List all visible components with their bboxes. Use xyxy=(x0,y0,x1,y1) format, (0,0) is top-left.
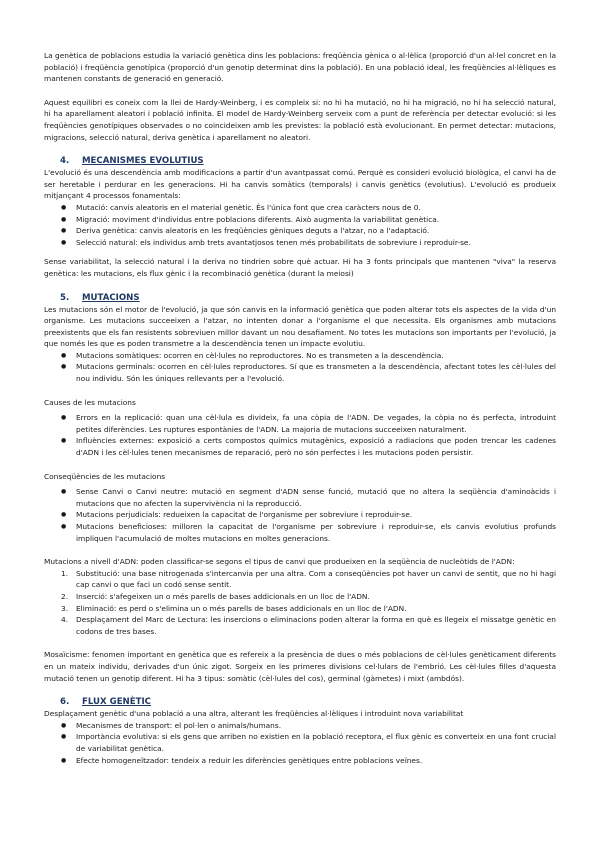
section-4-heading xyxy=(44,155,556,167)
document-page xyxy=(44,50,556,766)
mutation-types-list xyxy=(44,350,556,385)
list-number: 1. xyxy=(61,568,69,578)
section-4-title: MECANISMES EVOLUTIUS xyxy=(82,156,204,167)
list-item: ● Errors en la replicació: quan una cèl·lula es divideix, fa una còpia de l'ADN. De vegades, la còpia no és perfecta, introduint petites diferències. Les ruptures espontànies de l'ADN. La majoria de mutacions succeeixen naturalment. xyxy=(44,412,556,435)
list-item xyxy=(44,603,556,615)
list-item: ● Selecció natural: els individus amb trets avantatjosos tenen més probabilitats de sobreviure i reproduir-se. xyxy=(44,237,556,249)
list-item: ● Mutacions beneficioses: milloren la capacitat de l'organisme per sobreviure i reproduir-se, els canvis evolutius profunds impliquen l'acumulació de moltes mutacions en moltes generacions. xyxy=(44,521,556,544)
consequences-heading: Conseqüències de les mutacions xyxy=(44,471,166,481)
list-item xyxy=(44,614,556,637)
list-item: ● Mutacions somàtiques: ocorren en cèl·lules no reproductores. No es transmeten a la descendència. xyxy=(44,350,556,362)
list-text: Inserció: s'afegeixen un o més parells de bases addicionals en un lloc de l'ADN. xyxy=(76,591,370,601)
list-item xyxy=(44,568,556,591)
list-text: Substitució: una base nitrogenada s'intercanvia per una altra. Com a conseqüències pot haver un canvi de sentit, que no hi hagi cap canvi o que faci un codó sense sentit. xyxy=(76,568,556,590)
intro-paragraph-2: Aquest equilibri es coneix com la llei de Hardy-Weinberg, i es compleix si: no hi ha mutació, no hi ha migració, no hi ha selecció natural, hi ha aparellament aleatori i població infinita. El model de Hardy-Weinberg serveix com a punt de referència per detectar evolució: si les freqüències genotípiques observades o no coincideixen amb les previstes: la població està evolucionant. En permet detectar: mutacions, migracions, selecció natural, deriva genètica i aparellament no aleatori. xyxy=(44,97,556,142)
section-4-paragraph-2: Sense variabilitat, la selecció natural i la deriva no tindrien sobre què actuar. Hi ha 3 fonts principals que mantenen "viva" la reserva genètica: les mutacions, els flux gènic i la recombinació genètica (durant la meiosi) xyxy=(44,257,556,278)
intro-paragraph-1: La genètica de poblacions estudia la variació genètica dins les poblacions: freqüència gènica o al·lèlica (proporció d'un al·lel concret en la població) i freqüència genotípica (proporció d'un genotip determinat dins la població). En una població ideal, les freqüències al·lèliques es mantenen constants de generació en generació. xyxy=(44,51,556,84)
section-6-number: 6. xyxy=(60,697,70,708)
section-5-number: 5. xyxy=(60,292,70,303)
list-item: ● Migració: moviment d'individus entre poblacions diferents. Això augmenta la variabilitat genètica. xyxy=(44,214,556,226)
list-text: Desplaçament del Marc de Lectura: les insercions o eliminacions poden alterar la forma en què es llegeix el missatge genètic en codons de tres bases. xyxy=(76,615,556,636)
consequences-list xyxy=(44,486,556,544)
list-item: ● Efecte homogeneïtzador: tendeix a reduir les diferències genètiques entre poblacions veïnes. xyxy=(44,755,556,767)
section-5-paragraph-1: Les mutacions són el motor de l'evolució, ja que són canvis en la informació genètica que poden alterar tots els aspectes de la vida d'un organisme. Les mutacions succeeixen a l'atzar, no intenten donar a l'organisme el que necessita. Els organismes amb mutacions preexistents que els fan resistents sobreviuen millor davant un nou desafiament. No totes les mutacions son importants per l'evolució, ja que només les que es poden transmetre a la descendència tenen un impacte evolutiu. xyxy=(44,304,556,349)
causes-list xyxy=(44,412,556,458)
list-item: ● Mecanismes de transport: el pol·len o animals/humans. xyxy=(44,720,556,732)
list-number: 2. xyxy=(61,591,69,601)
list-item: ● Mutacions perjudicials: redueixen la capacitat de l'organisme per sobreviure i reproduir-se. xyxy=(44,509,556,521)
gene-flow-list xyxy=(44,720,556,766)
list-item: ● Mutació: canvis aleatoris en el material genètic. És l'única font que crea caràcters nous de 0. xyxy=(44,202,556,214)
list-item: ● Deriva genètica: canvis aleatoris en les freqüències gèniques deguts a l'atzar, no a l'adaptació. xyxy=(44,225,556,237)
section-6-paragraph-1: Desplaçament genètic d'una població a una altra, alterant les freqüències al·lèliques i introduint nova variabilitat xyxy=(44,709,464,719)
section-4-number: 4. xyxy=(60,156,70,167)
list-item: ● Mutacions germinals: ocorren en cèl·lules reproductores. Sí que es transmeten a la descendència, afectant totes les cèl·lules del nou individu. Són les úniques rellevants per a l'evolució. xyxy=(44,361,556,384)
section-5-heading xyxy=(44,292,556,304)
evolution-mechanisms-list xyxy=(44,202,556,248)
section-6-title: FLUX GENÈTIC xyxy=(82,697,151,708)
section-4-paragraph-1: L'evolució és una descendència amb modificacions a partir d'un avantpassat comú. Perquè es consideri evolució biològica, el canvi ha de ser heretable i perdurar en les generacions. Hi ha canvis somàtics (temporals) i canvis genètics (evolutius). L'evolució es produeix mitjançant 4 processos fonamentals: xyxy=(44,168,556,201)
section-6-heading xyxy=(44,696,556,708)
mosaicism-paragraph: Mosaïcisme: fenomen important en genètica que es refereix a la presència de dues o més poblacions de cèl·lules genèticament diferents en un mateix individu, derivades d'un únic zigot. Sorgeix en les primeres divisions cel·lulars de l'embrió. Les cèl·lules filles d'aquesta mutació tenen un genotip diferent. Hi ha 3 tipus: somàtic (cèl·lules del cos), germinal (gàmetes) i mixt (ambdós). xyxy=(44,650,556,683)
list-item: ● Sense Canvi o Canvi neutre: mutació en segment d'ADN sense funció, mutació que no altera la seqüència d'aminoàcids i mutacions que no afecten la supervivència ni la reproducció. xyxy=(44,486,556,509)
list-item xyxy=(44,591,556,603)
dna-mutations-list xyxy=(44,568,556,638)
list-number: 3. xyxy=(61,603,69,613)
section-5-title: MUTACIONS xyxy=(82,292,140,303)
list-number: 4. xyxy=(61,615,69,625)
list-item: ● Influències externes: exposició a certs compostos químics mutagènics, exposició a radiacions que poden trencar les cadenes d'ADN i les cèl·lules tenen mecanismes de reparació, però no són perfectes i les mutacions poden persistir. xyxy=(44,435,556,458)
causes-heading: Causes de les mutacions xyxy=(44,397,136,407)
list-item: ● Importància evolutiva: si els gens que arriben no existien en la població receptora, el flux gènic es converteix en una font crucial de variabilitat genètica. xyxy=(44,731,556,754)
list-text: Eliminació: es perd o s'elimina un o més parells de bases addicionals en un lloc de l'ADN. xyxy=(76,603,407,613)
dna-mutations-intro: Mutacions a nivell d'ADN: poden classificar-se segons el tipus de canvi que produeixen en la seqüència de nucleòtids de l'ADN: xyxy=(44,557,515,567)
